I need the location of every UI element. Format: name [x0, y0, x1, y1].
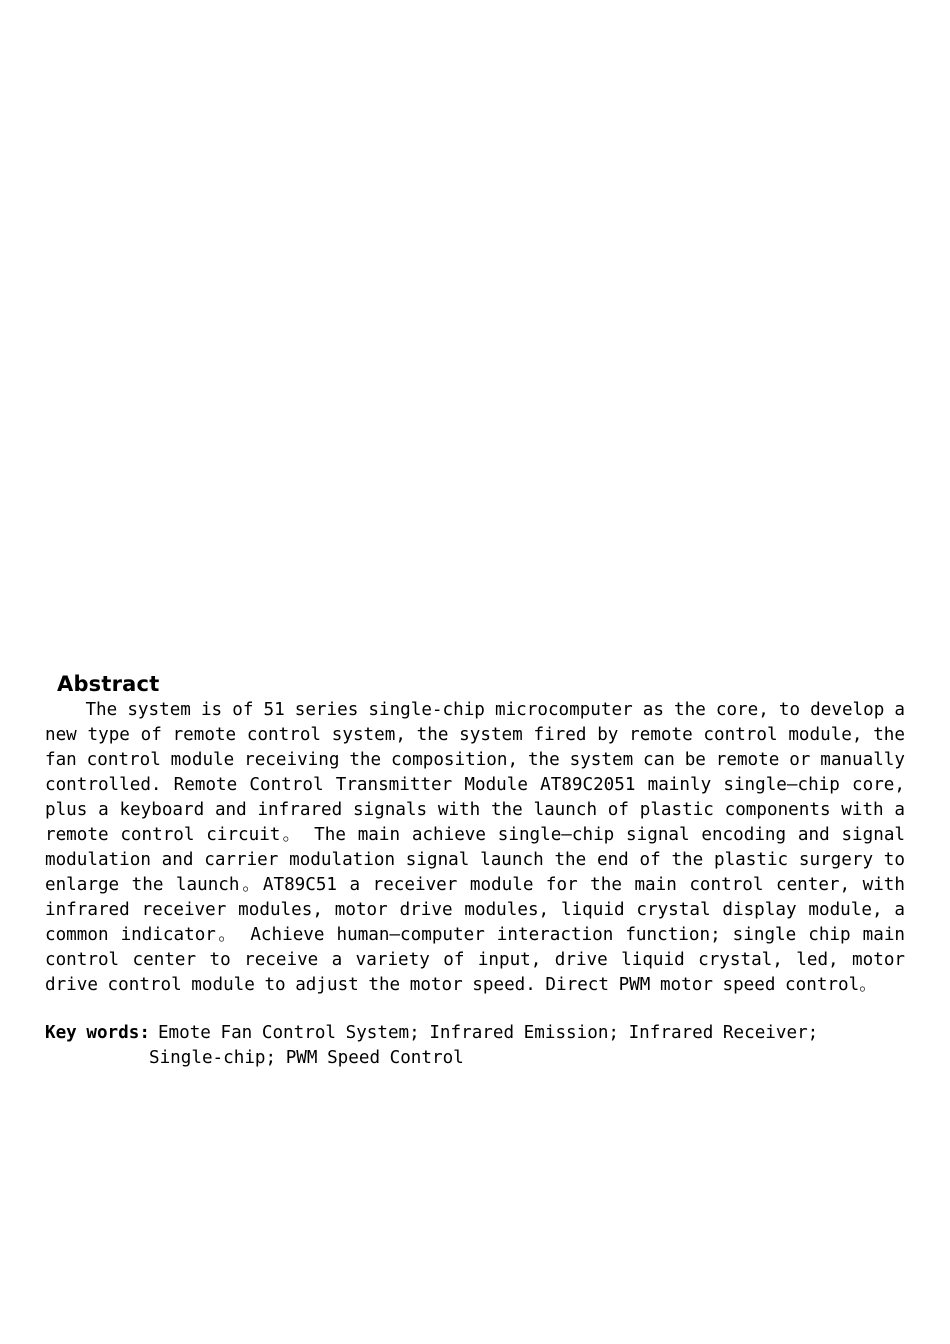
keywords-line-1: [45, 1021, 905, 1046]
keywords-list-2: Single-chip; PWM Speed Control: [149, 1048, 464, 1068]
keywords-section: [45, 1021, 905, 1071]
keywords-label: Key words:: [45, 1023, 150, 1043]
abstract-title: Abstract: [57, 672, 160, 696]
abstract-body: The system is of 51 series single-chip microcomputer as the core, to develop a new type of remote control system, the system fired by remote control module, the fan control module receiving the composition, the system can be remote or manually controlled. Remote Control Transmitter Module AT89C2051 mainly single—chip core, plus a keyboard and infrared signals with the launch of plastic components with a remote control circuit。 The main achieve single—chip signal encoding and signal modulation and carrier modulation signal launch the end of the plastic surgery to enlarge the launch。AT89C51 a receiver module for the main control center, with infrared receiver modules, motor drive modules, liquid crystal display module, a common indicator。 Achieve human—computer interaction function; single chip main control center to receive a variety of input, drive liquid crystal, led, motor drive control module to adjust the motor speed. Direct PWM motor speed control。: [45, 700, 905, 995]
abstract-section: [45, 670, 905, 998]
keywords-line-2: [45, 1046, 905, 1071]
keywords-list-1: Emote Fan Control System; Infrared Emission; Infrared Receiver;: [157, 1023, 819, 1043]
